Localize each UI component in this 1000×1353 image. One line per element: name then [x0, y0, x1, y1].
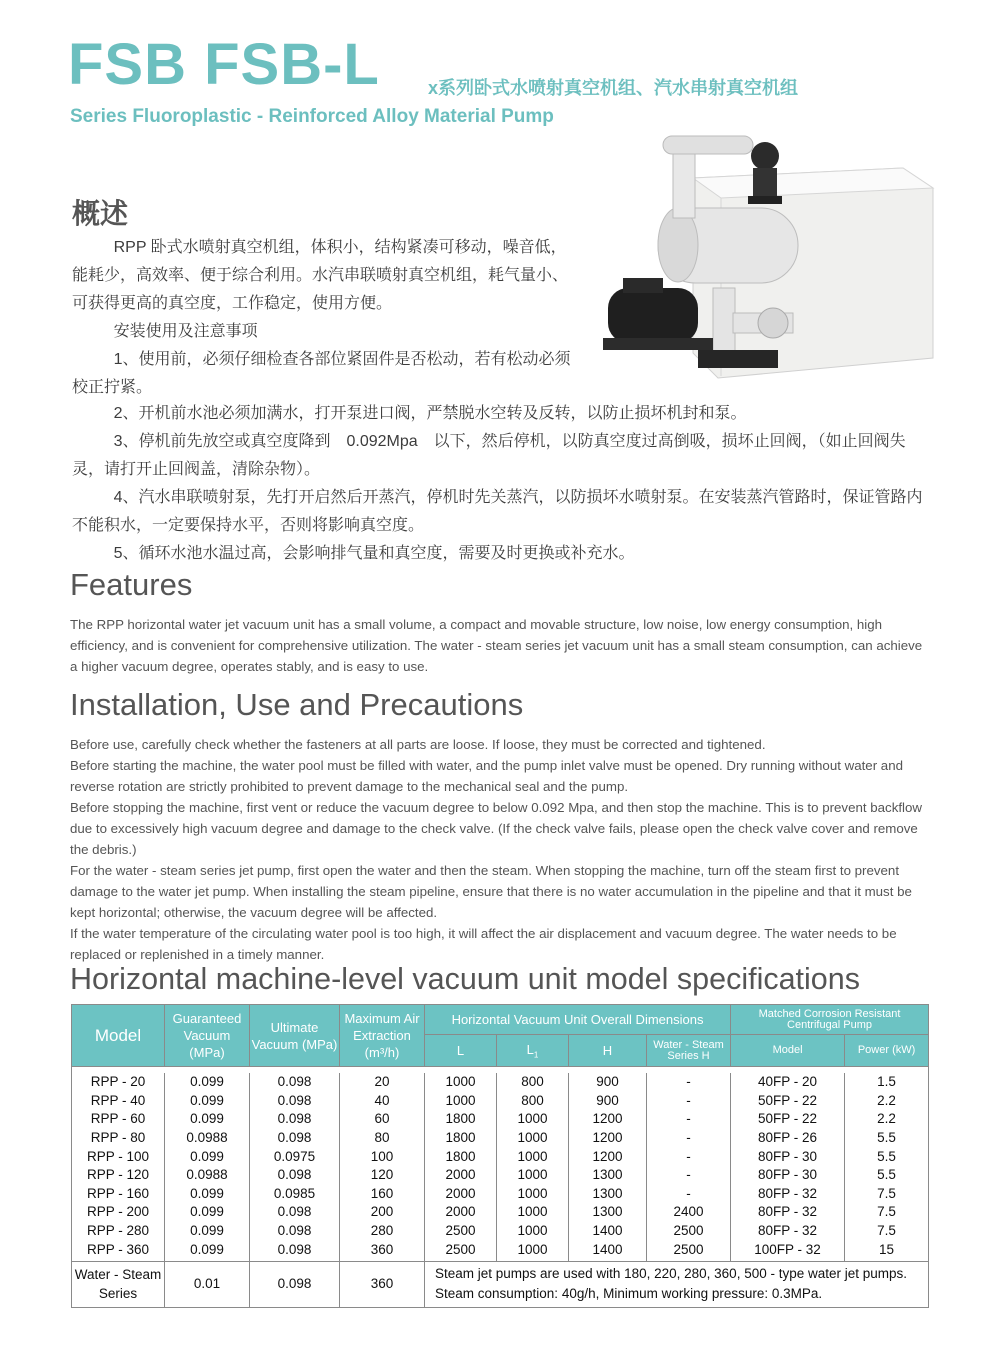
table-cell: 1000: [497, 1222, 569, 1241]
table-row: [72, 1129, 929, 1148]
header-ultimate-label: Ultimate Vacuum (MPa): [251, 1019, 338, 1052]
table-cell: 0.098: [250, 1240, 340, 1261]
table-cell: RPP - 100: [72, 1147, 165, 1166]
table-cell: 1300: [569, 1185, 647, 1204]
steam-series-guaranteed: 0.01: [165, 1261, 250, 1307]
table-cell: 40FP - 20: [731, 1073, 845, 1092]
table-cell: 80FP - 30: [731, 1147, 845, 1166]
table-cell: 160: [340, 1185, 425, 1204]
spec-table-footer: [72, 1261, 929, 1307]
table-cell: 2500: [425, 1222, 497, 1241]
table-row: [72, 1222, 929, 1241]
overview-paragraph: 4、汽水串联喷射泵，先打开启然后开蒸汽，停机时先关蒸汽，以防损坏水喷射泵。在安装蒸汽管路时，保证管路内不能积水，一定要保持水平，否则将影响真空度。: [72, 489, 923, 534]
spec-table: [71, 1004, 929, 1308]
table-cell: 800: [497, 1092, 569, 1111]
overview-text-bottom: [72, 400, 932, 568]
header-guaranteed-vacuum: [165, 1005, 250, 1067]
table-cell: -: [647, 1185, 731, 1204]
table-cell: -: [647, 1147, 731, 1166]
header-max-air-unit: (m³/h): [364, 1045, 400, 1060]
table-cell: 0.098: [250, 1073, 340, 1092]
header-l1-sub: 1: [533, 1050, 539, 1060]
spec-table-heading: Horizontal machine-level vacuum unit model specifications: [70, 962, 860, 996]
header-l1-label: L: [526, 1041, 534, 1057]
table-cell: 0.099: [165, 1185, 250, 1204]
table-cell: -: [647, 1073, 731, 1092]
table-cell: 360: [340, 1240, 425, 1261]
table-cell: 280: [340, 1222, 425, 1241]
table-cell: 100: [340, 1147, 425, 1166]
table-cell: 80FP - 26: [731, 1129, 845, 1148]
table-cell: 40: [340, 1092, 425, 1111]
brand-title: FSB FSB-L: [68, 32, 380, 97]
table-cell: 0.098: [250, 1092, 340, 1111]
table-cell: 800: [497, 1073, 569, 1092]
table-cell: 0.098: [250, 1222, 340, 1241]
table-cell: 15: [845, 1240, 929, 1261]
table-cell: 50FP - 22: [731, 1092, 845, 1111]
table-cell: 1200: [569, 1110, 647, 1129]
header-max-air-label: Maximum Air Extraction: [344, 1011, 420, 1043]
table-cell: 1000: [425, 1073, 497, 1092]
vacuum-unit-product-image: [603, 128, 938, 403]
table-cell: 7.5: [845, 1185, 929, 1204]
table-cell: 2000: [425, 1185, 497, 1204]
table-cell: 1000: [497, 1110, 569, 1129]
header-l: L: [425, 1035, 497, 1067]
table-cell: 0.099: [165, 1203, 250, 1222]
table-row: [72, 1073, 929, 1092]
table-cell: 0.0988: [165, 1166, 250, 1185]
installation-heading: Installation, Use and Precautions: [70, 687, 524, 722]
table-cell: 60: [340, 1110, 425, 1129]
overview-text-top: [72, 234, 572, 402]
table-row: [72, 1240, 929, 1261]
table-cell: 900: [569, 1092, 647, 1111]
overview-paragraph: 安装使用及注意事项: [113, 323, 258, 340]
table-cell: 2000: [425, 1203, 497, 1222]
table-cell: 1400: [569, 1240, 647, 1261]
features-heading: Features: [70, 567, 193, 602]
table-cell: 5.5: [845, 1166, 929, 1185]
table-cell: 1800: [425, 1147, 497, 1166]
table-cell: 0.0985: [250, 1185, 340, 1204]
table-cell: 2.2: [845, 1092, 929, 1111]
header-h: H: [569, 1035, 647, 1067]
overview-paragraph: 5、循环水池水温过高，会影响排气量和真空度，需要及时更换或补充水。: [113, 545, 635, 562]
table-cell: RPP - 20: [72, 1073, 165, 1092]
installation-paragraph: Before starting the machine, the water pool must be filled with water, and the pump inlet valve must be opened. Dry running without water and reverse rotation are strictly prohibited to prevent damage to the mechanical seal and the pump.: [70, 758, 903, 794]
header-steam-h: Water - Steam Series H: [647, 1035, 731, 1067]
table-cell: RPP - 80: [72, 1129, 165, 1148]
table-cell: 0.099: [165, 1147, 250, 1166]
table-cell: 1000: [497, 1147, 569, 1166]
table-cell: 2500: [425, 1240, 497, 1261]
table-cell: 0.099: [165, 1092, 250, 1111]
header-model: Model: [72, 1005, 165, 1067]
table-cell: 80FP - 30: [731, 1166, 845, 1185]
overview-paragraph: 2、开机前水池必须加满水，打开泵进口阀，严禁脱水空转及反转，以防止损坏机封和泵。: [113, 405, 747, 422]
header-pump-group: Matched Corrosion Resistant Centrifugal Pump: [731, 1005, 929, 1035]
table-cell: -: [647, 1092, 731, 1111]
features-paragraph: The RPP horizontal water jet vacuum unit has a small volume, a compact and movable structure, low noise, low energy consumption, high efficiency, and is convenient for comprehensive utilization. The water - steam series jet vacuum unit has a small steam consumption, can achieve a higher vacuum degree, operates stably, and is easy to use.: [70, 617, 923, 674]
steam-series-model: Water - Steam Series: [72, 1261, 165, 1307]
table-cell: 2500: [647, 1240, 731, 1261]
header-power: Power (kW): [845, 1035, 929, 1067]
english-subtitle: Series Fluoroplastic - Reinforced Alloy Material Pump: [70, 106, 554, 127]
features-text: [70, 614, 930, 677]
table-cell: 2500: [647, 1222, 731, 1241]
table-cell: RPP - 360: [72, 1240, 165, 1261]
installation-paragraph: For the water - steam series jet pump, first open the water and then the steam. When stopping the machine, turn off the steam first to prevent damage to the water jet pump. When installing the steam pipeline, ensure that there is no water accumulation in the pipeline and that it must be kept horizontal; otherwise, the vacuum degree will be affected.: [70, 863, 912, 920]
table-cell: RPP - 60: [72, 1110, 165, 1129]
table-cell: -: [647, 1166, 731, 1185]
table-cell: 1000: [497, 1166, 569, 1185]
table-cell: 50FP - 22: [731, 1110, 845, 1129]
table-cell: 1300: [569, 1203, 647, 1222]
table-cell: 0.099: [165, 1240, 250, 1261]
table-cell: 1000: [497, 1129, 569, 1148]
table-cell: -: [647, 1129, 731, 1148]
spec-table-body: [72, 1067, 929, 1262]
table-cell: RPP - 160: [72, 1185, 165, 1204]
header-max-air: [340, 1005, 425, 1067]
header-dimensions-group: Horizontal Vacuum Unit Overall Dimensions: [425, 1005, 731, 1035]
chinese-subtitle: x系列卧式水喷射真空机组、汽水串射真空机组: [428, 78, 799, 98]
table-cell: 80: [340, 1129, 425, 1148]
table-cell: 900: [569, 1073, 647, 1092]
table-cell: 1400: [569, 1222, 647, 1241]
table-cell: 2400: [647, 1203, 731, 1222]
table-cell: 1000: [497, 1203, 569, 1222]
table-row: [72, 1203, 929, 1222]
table-cell: 1000: [497, 1240, 569, 1261]
table-cell: 200: [340, 1203, 425, 1222]
table-row: [72, 1110, 929, 1129]
table-cell: 7.5: [845, 1203, 929, 1222]
table-cell: RPP - 280: [72, 1222, 165, 1241]
table-cell: 5.5: [845, 1147, 929, 1166]
table-cell: 2.2: [845, 1110, 929, 1129]
steam-series-max-air: 360: [340, 1261, 425, 1307]
table-row: [72, 1166, 929, 1185]
table-row: [72, 1185, 929, 1204]
table-cell: 5.5: [845, 1129, 929, 1148]
header-l1: [497, 1035, 569, 1067]
installation-paragraph: Before stopping the machine, first vent or reduce the vacuum degree to below 0.092 Mpa, and then stop the machine. This is to prevent backflow due to excessively high vacuum degree and damage to the check valve. (If the check valve fails, please open the check valve cover and remove the debris.): [70, 800, 922, 857]
table-cell: 7.5: [845, 1222, 929, 1241]
table-cell: 0.099: [165, 1222, 250, 1241]
installation-text: [70, 734, 930, 965]
table-cell: 0.098: [250, 1166, 340, 1185]
table-cell: 0.099: [165, 1110, 250, 1129]
steam-note-line-1: Steam jet pumps are used with 180, 220, 280, 360, 500 - type water jet pumps.: [435, 1266, 908, 1282]
steam-series-ultimate: 0.098: [250, 1261, 340, 1307]
table-cell: 0.099: [165, 1073, 250, 1092]
table-cell: 0.098: [250, 1203, 340, 1222]
header-pump-model: Model: [731, 1035, 845, 1067]
table-cell: 1000: [425, 1092, 497, 1111]
overview-paragraph: 1、使用前，必须仔细检查各部位紧固件是否松动，若有松动必须校正拧紧。: [72, 351, 571, 396]
steam-note-line-2: Steam consumption: 40g/h, Minimum working pressure: 0.3MPa.: [435, 1286, 823, 1302]
steam-series-note: [425, 1261, 929, 1307]
table-cell: -: [647, 1110, 731, 1129]
table-cell: 20: [340, 1073, 425, 1092]
table-cell: 1200: [569, 1129, 647, 1148]
table-cell: RPP - 40: [72, 1092, 165, 1111]
table-cell: 0.098: [250, 1110, 340, 1129]
table-cell: 1000: [497, 1185, 569, 1204]
table-cell: 1800: [425, 1129, 497, 1148]
table-cell: RPP - 200: [72, 1203, 165, 1222]
table-cell: 1200: [569, 1147, 647, 1166]
overview-paragraph: 3、停机前先放空或真空度降到 0.092Mpa 以下，然后停机，以防真空度过高倒吸，损坏止回阀，（如止回阀失灵，请打开止回阀盖，清除杂物）。: [72, 433, 906, 478]
table-cell: 0.0975: [250, 1147, 340, 1166]
table-row: [72, 1092, 929, 1111]
table-cell: 120: [340, 1166, 425, 1185]
table-cell: 0.0988: [165, 1129, 250, 1148]
installation-paragraph: If the water temperature of the circulating water pool is too high, it will affect the air displacement and vacuum degree. The water needs to be replaced or replenished in a timely manner.: [70, 926, 897, 962]
table-row: [72, 1147, 929, 1166]
overview-paragraph: RPP 卧式水喷射真空机组，体积小，结构紧凑可移动，噪音低，能耗少，高效率、便于综合利用。水汽串联喷射真空机组，耗气量小、可获得更高的真空度，工作稳定，使用方便。: [72, 239, 569, 312]
table-cell: 80FP - 32: [731, 1185, 845, 1204]
table-cell: RPP - 120: [72, 1166, 165, 1185]
table-cell: 2000: [425, 1166, 497, 1185]
overview-heading: 概述: [72, 198, 129, 229]
installation-paragraph: Before use, carefully check whether the fasteners at all parts are loose. If loose, they must be corrected and tightened.: [70, 737, 766, 752]
table-cell: 80FP - 32: [731, 1203, 845, 1222]
table-cell: 1.5: [845, 1073, 929, 1092]
header-ultimate-vacuum: [250, 1005, 340, 1067]
header-guaranteed-label: Guaranteed Vacuum (MPa): [172, 1011, 242, 1060]
table-cell: 1300: [569, 1166, 647, 1185]
table-cell: 1800: [425, 1110, 497, 1129]
table-cell: 100FP - 32: [731, 1240, 845, 1261]
table-cell: 80FP - 32: [731, 1222, 845, 1241]
table-cell: 0.098: [250, 1129, 340, 1148]
